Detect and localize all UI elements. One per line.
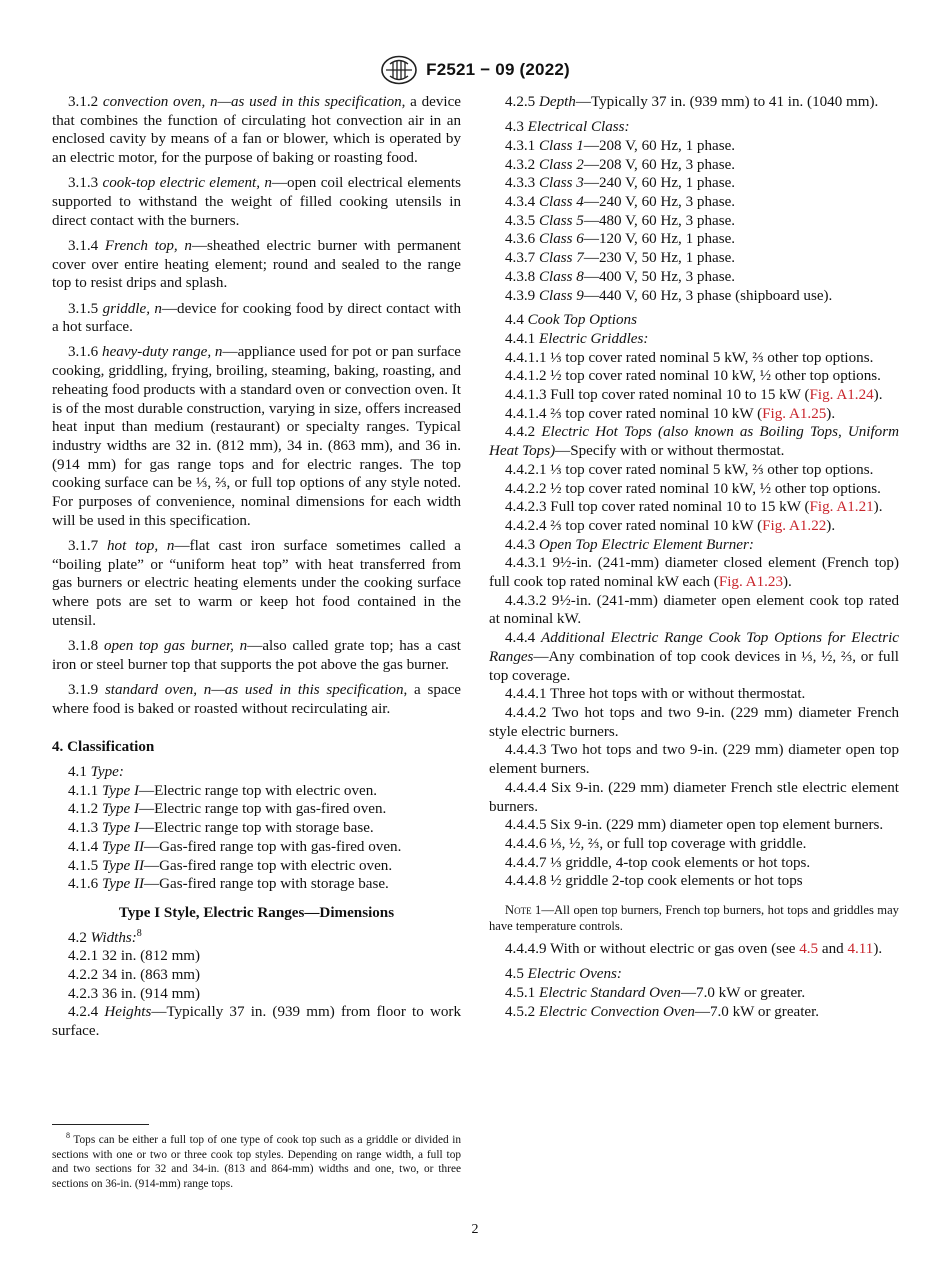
class-item: 4.3.3 Class 3—240 V, 60 Hz, 1 phase.	[505, 175, 736, 192]
oven-item: 4.5.2 Electric Convection Oven—7.0 kW or greater.	[505, 1003, 820, 1020]
paragraph-4-4-4-4: 4.4.4.4 Six 9-in. (229 mm) diameter French stle electric element burners.	[489, 779, 900, 815]
figure-link[interactable]: Fig. A1.21	[809, 499, 874, 516]
width-item: 4.2.2 34 in. (863 mm)	[68, 967, 201, 984]
paragraph-3-1-3: 3.1.3 cook-top electric element, n—open coil electrical elements supported to withstand the weight of filled cooking utensils in direct contact with the burners.	[52, 175, 461, 229]
width-item: 4.2.3 36 in. (914 mm)	[68, 985, 201, 1002]
paragraph-4-4-2: 4.4.2 Electric Hot Tops (also known as Boiling Tops, Uniform Heat Tops)—Specify with or without thermostat.	[489, 424, 899, 460]
paragraph-3-1-8: 3.1.8 open top gas burner, n—also called grate top; has a cast iron or steel burner top that supports the pot above the gas burner.	[52, 637, 462, 673]
paragraph-4-4-1-3: 4.4.1.3 Full top cover rated nominal 10 to 15 kW (Fig. A1.24).	[505, 387, 883, 404]
paragraph-4-4-4-9: 4.4.4.9 With or without electric or gas oven (see 4.5 and 4.11).	[505, 941, 883, 958]
section-link[interactable]: 4.11	[847, 941, 874, 958]
section-link[interactable]: 4.5	[799, 941, 819, 958]
type-item: 4.1.6 Type II—Gas-fired range top with storage base.	[68, 876, 389, 893]
paragraph-4-4-3-1: 4.4.3.1 9½-in. (241-mm) diameter closed element (French top) full cook top rated nominal kW each (Fig. A1.23).	[489, 555, 899, 591]
astm-logo-icon	[380, 55, 418, 85]
footnote-8: $^8$ Tops can be either a full top of one type of cook top such as a griddle or divided in sections with one or two or three cook top styles. Depending on range width, a full top and two sections for 32 and 34-in. (813 and 864-mm) widths and one, two, or three sections on 36-in. (914-mm) range tops.	[52, 1131, 461, 1190]
class-item: 4.3.1 Class 1—208 V, 60 Hz, 1 phase.	[505, 137, 736, 154]
paragraph-4-4-1-4: 4.4.1.4 ⅔ top cover rated nominal 10 kW (Fig. A1.25).	[505, 405, 836, 422]
paragraph-4-4-4-1: 4.4.4.1 Three hot tops with or without thermostat.	[505, 686, 806, 703]
paragraph-3-1-4: 3.1.4 French top, n—sheathed electric burner with permanent cover over entire heating element; round and sealed to the range top to resist drips and splash.	[52, 237, 461, 292]
paragraph-4-4-4-7: 4.4.4.7 ⅓ griddle, 4-top cook elements or hot tops.	[505, 854, 811, 871]
paragraph-4-2-4: 4.2.4 Heights—Typically 37 in. (939 mm) from floor to work surface.	[52, 1004, 461, 1040]
paragraph-3-1-6: 3.1.6 heavy-duty range, n—appliance used for pot or pan surface cooking, griddling, frying, broiling, steaming, baking, roasting, and reheating food products with a standard oven or convection oven. It is of the most durable construction, varying in size, offers increased heat input than medium (restaurant) or specialty ranges. Typical industry widths are 32 in. (812 mm), 34 in. (863 mm), and 36 in. (914 mm) for gas range tops and for electric ranges. The top cooking surface can be ⅓, ⅔, or full top options of any style noted. For purposes of convenience, nominal dimensions for each width will be used in this specification.	[52, 344, 461, 529]
footnote-reference[interactable]: 8	[136, 927, 142, 939]
paragraph-3-1-5: 3.1.5 griddle, n—device for cooking food by direct contact with a hot surface.	[52, 300, 461, 336]
paragraph-4-4-1-1: 4.4.1.1 ⅓ top cover rated nominal 5 kW, ⅔ other top options.	[505, 349, 874, 366]
paragraph-4-4-4: 4.4.4 Additional Electric Range Cook Top Options for Electric Ranges—Any combination of top cook devices in ⅓, ½, ⅔, or full top coverage.	[489, 630, 899, 684]
figure-link[interactable]: Fig. A1.23	[718, 574, 783, 591]
type-item: 4.1.4 Type II—Gas-fired range top with gas-fired oven.	[68, 838, 402, 855]
paragraph-4-4-4-8: 4.4.4.8 ½ griddle 2-top cook elements or hot tops	[505, 873, 803, 890]
clause-4-1: 4.1 Type:	[68, 764, 124, 780]
width-item: 4.2.1 32 in. (812 mm)	[68, 948, 201, 965]
paragraph-4-4-2-4: 4.4.2.4 ⅔ top cover rated nominal 10 kW (Fig. A1.22).	[505, 517, 836, 534]
type-item: 4.1.5 Type II—Gas-fired range top with electric oven.	[68, 857, 393, 874]
clause-4-4: 4.4 Cook Top Options	[505, 312, 637, 329]
paragraph-4-4-2-1: 4.4.2.1 ⅓ top cover rated nominal 5 kW, ⅔ other top options.	[505, 461, 874, 478]
document-designation: F2521 − 09 (2022)	[426, 60, 570, 79]
class-item: 4.3.2 Class 2—208 V, 60 Hz, 3 phase.	[505, 156, 736, 173]
clause-4-3: 4.3 Electrical Class:	[505, 119, 630, 136]
class-item: 4.3.6 Class 6—120 V, 60 Hz, 1 phase.	[505, 231, 736, 248]
class-item: 4.3.8 Class 8—400 V, 50 Hz, 3 phase.	[505, 268, 736, 285]
paragraph-3-1-2: 3.1.2 convection oven, n—as used in this specification, a device that combines the function of circulating hot convection air in an enclosed cavity by means of a fan or blower, which is operated by an electric motor, for the purpose of baking or roasting food.	[52, 94, 461, 167]
oven-item: 4.5.1 Electric Standard Oven—7.0 kW or greater.	[505, 984, 806, 1001]
section-heading-classification: 4. Classification	[52, 739, 155, 756]
clause-4-4-3: 4.4.3 Open Top Electric Element Burner:	[505, 536, 754, 553]
paragraph-4-4-2-3: 4.4.2.3 Full top cover rated nominal 10 to 15 kW (Fig. A1.21).	[505, 499, 883, 516]
page-header	[0, 50, 950, 90]
paragraph-4-2-5: 4.2.5 Depth—Typically 37 in. (939 mm) to 41 in. (1040 mm).	[505, 94, 879, 110]
clause-4-4-1: 4.4.1 Electric Griddles:	[505, 330, 649, 347]
paragraph-4-4-4-6: 4.4.4.6 ⅓, ½, ⅔, or full top coverage with griddle.	[505, 835, 807, 852]
subsection-heading-dimensions: Type I Style, Electric Ranges—Dimensions	[118, 904, 395, 921]
figure-link[interactable]: Fig. A1.25	[762, 405, 827, 422]
paragraph-3-1-9: 3.1.9 standard oven, n—as used in this specification, a space where food is baked or roasted without recirculating air.	[52, 681, 461, 717]
clause-4-5: 4.5 Electric Ovens:	[505, 966, 622, 983]
paragraph-3-1-7: 3.1.7 hot top, n—flat cast iron surface sometimes called a “boiling plate” or “uniform heat top” with heat transferred from gas burners or electric heating elements under the cooking surface where pots are set to warm or keep hot food contained in the utensil.	[52, 537, 461, 629]
figure-link[interactable]: Fig. A1.22	[762, 517, 827, 534]
paragraph-4-4-4-2: 4.4.4.2 Two hot tops and two 9-in. (229 mm) diameter French style electric burners.	[489, 705, 899, 740]
left-column	[52, 93, 461, 1047]
paragraph-4-4-2-2: 4.4.2.2 ½ top cover rated nominal 10 kW, ½ other top options.	[505, 480, 881, 497]
class-item: 4.3.9 Class 9—440 V, 60 Hz, 3 phase (shipboard use).	[505, 287, 833, 304]
type-item: 4.1.2 Type I—Electric range top with gas-fired oven.	[68, 801, 387, 818]
paragraph-4-4-4-3: 4.4.4.3 Two hot tops and two 9-in. (229 mm) diameter open top element burners.	[489, 742, 899, 778]
paragraph-4-4-1-2: 4.4.1.2 ½ top cover rated nominal 10 kW, ½ other top options.	[505, 368, 881, 385]
paragraph-4-4-4-5: 4.4.4.5 Six 9-in. (229 mm) diameter open top element burners.	[505, 817, 884, 834]
right-column	[489, 93, 899, 1021]
footnote-divider	[52, 1124, 149, 1125]
clause-4-2: 4.2 Widths:$^8$	[68, 927, 142, 946]
class-item: 4.3.4 Class 4—240 V, 60 Hz, 3 phase.	[505, 194, 736, 211]
figure-link[interactable]: Fig. A1.24	[809, 387, 874, 404]
page-number: 2	[471, 1222, 479, 1237]
type-item: 4.1.3 Type I—Electric range top with storage base.	[68, 820, 374, 837]
paragraph-4-4-3-2: 4.4.3.2 9½-in. (241-mm) diameter open element cook top rated at nominal kW.	[489, 592, 899, 628]
class-item: 4.3.5 Class 5—480 V, 60 Hz, 3 phase.	[505, 212, 736, 229]
type-item: 4.1.1 Type I—Electric range top with electric oven.	[68, 782, 378, 799]
note-1: Note 1—All open top burners, French top burners, hot tops and griddles may have temperature controls.	[489, 903, 899, 933]
class-item: 4.3.7 Class 7—230 V, 50 Hz, 1 phase.	[505, 250, 736, 267]
